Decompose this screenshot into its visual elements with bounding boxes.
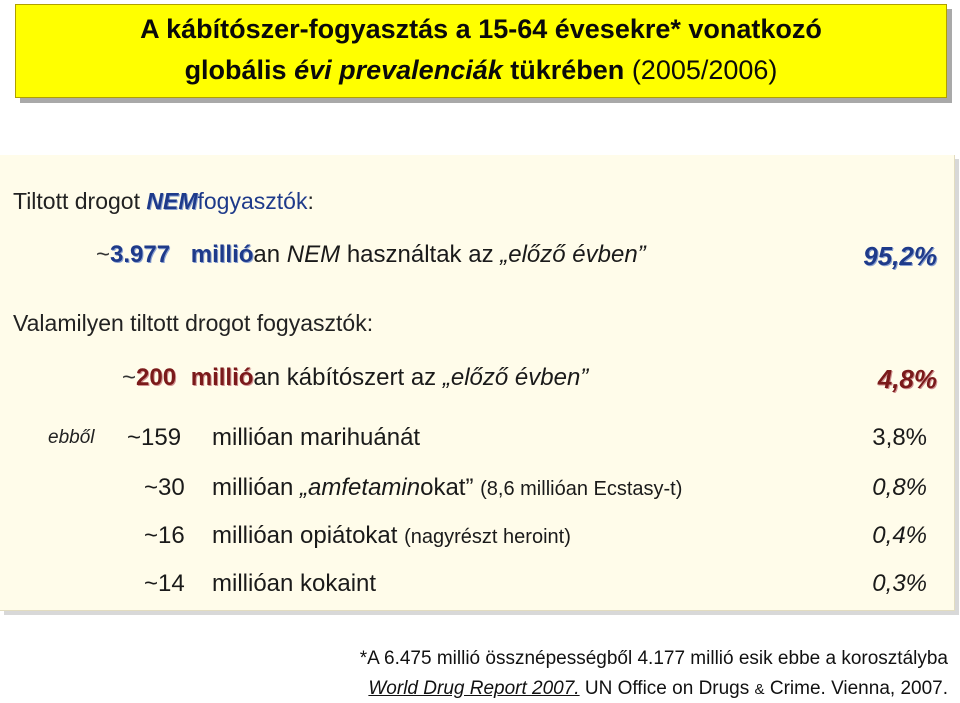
breakdown-note: (8,6 millióan Ecstasy-t) <box>480 478 683 500</box>
non-users-heading-colon: : <box>307 188 314 214</box>
title-period: (2005/2006) <box>631 55 778 85</box>
non-users-percent: 95,2% <box>863 241 937 271</box>
footnote-source-rest: Crime. Vienna, 2007. <box>769 678 948 699</box>
breakdown-text: millióan opiátokat <box>212 522 398 549</box>
breakdown-percent-marijuana: 3,8% <box>872 424 927 451</box>
breakdown-row-cocaine-text <box>212 570 376 598</box>
breakdown-number: ~16 <box>144 522 185 549</box>
breakdown-row-amphetamine-text <box>212 474 682 502</box>
breakdown-number: ~30 <box>144 474 185 501</box>
title-line-2 <box>16 55 946 86</box>
users-number: 200 <box>136 364 177 391</box>
breakdown-row-amphetamine <box>144 474 185 502</box>
breakdown-row-opiates-text <box>212 522 571 550</box>
users-unit: millió <box>190 364 254 391</box>
non-users-quote: „előző évben” <box>500 241 646 268</box>
non-users-heading <box>13 188 314 215</box>
users-quote: „előző évben” <box>442 364 589 391</box>
non-users-nem: NEM <box>286 241 341 268</box>
footnote-population: *A 6.475 millió össznépességből 4.177 millió esik ebbe a korosztályba <box>359 648 948 669</box>
non-users-heading-text: Tiltott drogot <box>13 188 140 214</box>
users-row <box>122 364 588 392</box>
users-text: kábítószert az <box>286 364 437 391</box>
users-tilde: ~ <box>122 364 137 391</box>
non-users-tilde: ~ <box>96 241 111 268</box>
breakdown-text: millióan marihuánát <box>212 424 421 451</box>
non-users-text: használtak az <box>346 241 494 268</box>
non-users-heading-nem: NEM <box>146 188 198 214</box>
breakdown-text: millióan kokaint <box>212 570 377 597</box>
title-line-1: A kábítószer-fogyasztás a 15-64 évesekre* vonatkozó <box>140 14 822 44</box>
footnote-source-amp: & <box>754 681 765 698</box>
non-users-row <box>96 241 646 269</box>
breakdown-row-marijuana <box>127 424 181 452</box>
users-suffix: an <box>253 364 281 391</box>
breakdown-text: millióan <box>212 474 294 501</box>
breakdown-number: ~14 <box>144 570 185 597</box>
footnote-source <box>368 678 948 700</box>
breakdown-percent-opiates: 0,4% <box>872 522 927 549</box>
title-word-prevalence: évi prevalenciák <box>294 55 503 85</box>
breakdown-percent-amphetamine: 0,8% <box>872 474 927 501</box>
breakdown-percent-cocaine: 0,3% <box>872 570 927 597</box>
footnote-source-title: World Drug Report 2007. <box>368 678 580 699</box>
breakdown-amphetamine-word: „amfetamin <box>300 474 421 501</box>
breakdown-number: ~159 <box>127 424 182 451</box>
non-users-heading-users: fogyasztók <box>197 188 308 214</box>
title-banner <box>15 4 947 98</box>
title-word-global: globális <box>184 55 287 85</box>
users-heading: Valamilyen tiltott drogot fogyasztók: <box>13 310 374 336</box>
title-word-mirror: tükrében <box>510 55 625 85</box>
breakdown-row-marijuana-text <box>212 424 420 452</box>
non-users-unit: millió <box>190 241 254 268</box>
breakdown-row-opiates <box>144 522 185 550</box>
breakdown-amphetamine-suffix: okat” <box>420 474 474 501</box>
footnote-source-org: UN Office on Drugs <box>584 678 750 699</box>
breakdown-label: ebből <box>48 427 95 448</box>
non-users-number: 3.977 <box>110 241 171 268</box>
non-users-suffix: an <box>253 241 281 268</box>
users-percent: 4,8% <box>877 364 937 394</box>
breakdown-note: (nagyrészt heroint) <box>404 526 571 548</box>
breakdown-row-cocaine <box>144 570 185 598</box>
